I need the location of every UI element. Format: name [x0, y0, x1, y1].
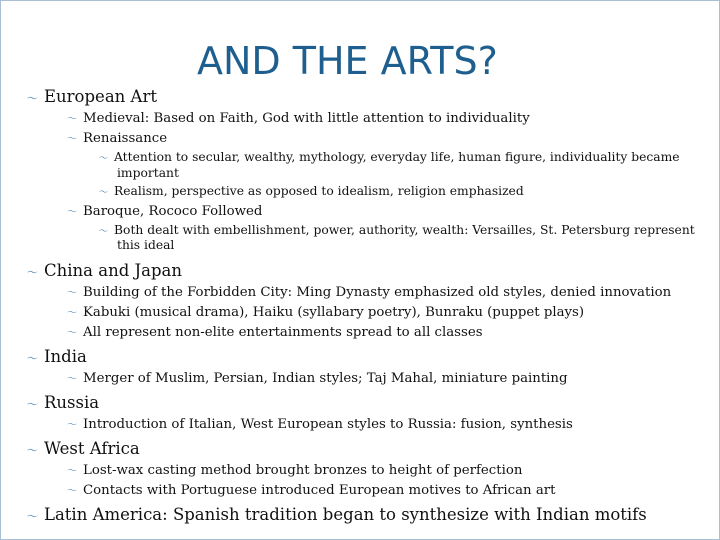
bullet-text: Both dealt with embellishment, power, authority, wealth: Versailles, St. Petersburg represent [114, 223, 695, 237]
bullet-text: Renaissance [83, 131, 168, 146]
bullet-latin-america [27, 505, 647, 524]
bullet-baroque [67, 203, 262, 219]
bullet-text: Latin America: Spanish tradition began to synthesize with Indian motifs [44, 505, 647, 524]
wave-dash-icon: 〜 [67, 420, 77, 431]
wave-dash-icon: 〜 [27, 266, 38, 279]
bullet-portuguese [67, 482, 555, 498]
wave-dash-icon: 〜 [27, 92, 38, 105]
wave-dash-icon: 〜 [99, 188, 109, 198]
bullet-india [27, 347, 87, 366]
wave-dash-icon: 〜 [99, 154, 109, 164]
bullet-medieval [67, 110, 530, 126]
bullet-baroque-sub1 [99, 223, 695, 237]
bullet-text: Contacts with Portuguese introduced European motives to African art [83, 483, 556, 498]
bullet-russia [27, 393, 99, 412]
wave-dash-icon: 〜 [27, 444, 38, 457]
bullet-text: Lost-wax casting method brought bronzes to height of perfection [83, 463, 523, 478]
wave-dash-icon: 〜 [27, 398, 38, 411]
bullet-renaissance [67, 130, 167, 146]
wave-dash-icon: 〜 [67, 308, 77, 319]
wave-dash-icon: 〜 [99, 227, 109, 237]
bullet-text: Realism, perspective as opposed to idealism, religion emphasized [114, 184, 524, 198]
wave-dash-icon: 〜 [67, 114, 77, 125]
bullet-text: Introduction of Italian, West European styles to Russia: fusion, synthesis [83, 417, 573, 432]
bullet-kabuki [67, 304, 584, 320]
bullet-text: China and Japan [44, 261, 182, 280]
bullet-text: Building of the Forbidden City: Ming Dynasty emphasized old styles, denied innovation [83, 285, 672, 300]
bullet-text: Baroque, Rococo Followed [83, 204, 263, 219]
bullet-text: Russia [44, 393, 100, 412]
bullet-text: Medieval: Based on Faith, God with little attention to individuality [83, 111, 530, 126]
bullet-continuation: important [117, 166, 179, 180]
bullet-european-art [27, 87, 157, 106]
bullet-renaissance-sub1 [99, 150, 680, 164]
wave-dash-icon: 〜 [27, 352, 38, 365]
bullet-lost-wax [67, 462, 522, 478]
bullet-text: India [44, 347, 87, 366]
wave-dash-icon: 〜 [67, 288, 77, 299]
bullet-text: Kabuki (musical drama), Haiku (syllabary poetry), Bunraku (puppet plays) [83, 305, 585, 320]
bullet-china-japan [27, 261, 182, 280]
bullet-india-sub [67, 370, 568, 386]
wave-dash-icon: 〜 [67, 134, 77, 145]
bullet-forbidden-city [67, 284, 671, 300]
bullet-non-elite [67, 324, 483, 340]
bullet-renaissance-sub2 [99, 184, 524, 198]
bullet-continuation: this ideal [117, 238, 175, 252]
bullet-text: All represent non-elite entertainments spread to all classes [83, 325, 483, 340]
bullet-west-africa [27, 439, 140, 458]
bullet-text: Merger of Muslim, Persian, Indian styles; Taj Mahal, miniature painting [83, 371, 568, 386]
wave-dash-icon: 〜 [67, 207, 77, 218]
bullet-text: Attention to secular, wealthy, mythology, everyday life, human figure, individuality became [114, 150, 680, 164]
wave-dash-icon: 〜 [67, 466, 77, 477]
bullet-russia-sub [67, 416, 573, 432]
wave-dash-icon: 〜 [67, 328, 77, 339]
bullet-text: West Africa [44, 439, 140, 458]
wave-dash-icon: 〜 [67, 486, 77, 497]
wave-dash-icon: 〜 [67, 374, 77, 385]
slide-title: AND THE ARTS? [197, 39, 498, 83]
bullet-text: European Art [44, 87, 157, 106]
wave-dash-icon: 〜 [27, 510, 38, 523]
